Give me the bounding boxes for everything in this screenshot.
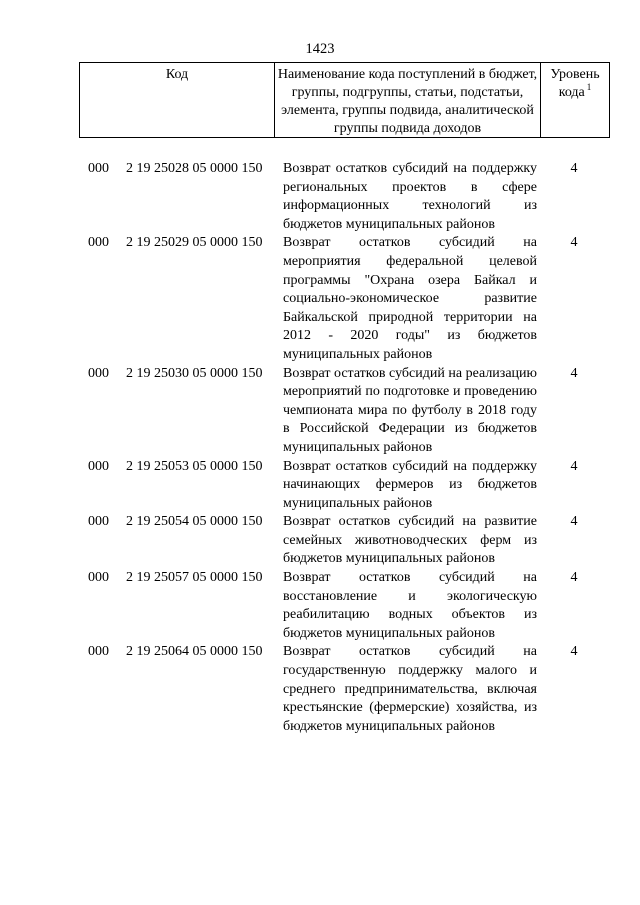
header-name: Наименование кода поступлений в бюджет, группы, подгруппы, статьи, подстатьи, элемента, группы подвида, аналитической группы подвида доходов	[275, 63, 541, 137]
row-level: 4	[570, 458, 578, 474]
row-group: 000	[88, 365, 109, 381]
row-group: 000	[88, 514, 109, 530]
row-name: Возврат остатков субсидий на поддержку региональных проектов в сфере информационных технологий из бюджетов муниципальных районов	[283, 161, 537, 232]
table-row	[0, 458, 640, 514]
row-group: 000	[88, 570, 109, 586]
row-code: 2 19 25029 05 0000 150	[126, 235, 263, 251]
row-name: Возврат остатков субсидий на восстановление и экологическую реабилитацию водных объектов из бюджетов муниципальных районов	[283, 570, 537, 641]
row-name: Возврат остатков субсидий на государственную поддержку малого и среднего предпринимательства, включая крестьянские (фермерские) хозяйства, из бюджетов муниципальных районов	[283, 644, 537, 734]
row-level: 4	[570, 570, 578, 586]
header-level-label: Уровень кода	[550, 67, 600, 100]
table-body	[0, 160, 640, 736]
row-group: 000	[88, 458, 109, 474]
row-name: Возврат остатков субсидий на мероприятия федеральной целевой программы "Охрана озера Байкал и социально-экономическое развитие Байкальской природной территории на 2012 - 2020 годы" из бюджетов муниципальных районов	[283, 235, 537, 362]
row-level: 4	[570, 365, 578, 381]
table-row	[0, 365, 640, 458]
row-group: 000	[88, 235, 109, 251]
table-row	[0, 160, 640, 234]
row-code: 2 19 25064 05 0000 150	[126, 644, 263, 660]
table-row	[0, 513, 640, 569]
row-code: 2 19 25030 05 0000 150	[126, 365, 263, 381]
row-level: 4	[570, 644, 578, 660]
page-number: 1423	[305, 41, 335, 57]
table-row	[0, 569, 640, 643]
table-row	[0, 643, 640, 736]
header-level-footnote: 1	[586, 82, 592, 93]
row-level: 4	[570, 514, 578, 530]
table-row	[0, 234, 640, 364]
row-code: 2 19 25054 05 0000 150	[126, 514, 263, 530]
row-name: Возврат остатков субсидий на реализацию мероприятий по подготовке и проведению чемпионата мира по футболу в 2018 году в Российской Федерации из бюджетов муниципальных районов	[283, 365, 537, 455]
header-code: Код	[80, 63, 275, 137]
row-level: 4	[570, 235, 578, 251]
row-code: 2 19 25057 05 0000 150	[126, 570, 263, 586]
row-level: 4	[570, 161, 578, 176]
row-group: 000	[88, 644, 109, 660]
header-level	[541, 63, 609, 137]
row-code: 2 19 25028 05 0000 150	[126, 161, 263, 176]
row-code: 2 19 25053 05 0000 150	[126, 458, 263, 474]
row-name: Возврат остатков субсидий на развитие семейных животноводческих ферм из бюджетов муниципальных районов	[283, 514, 537, 567]
row-group: 000	[88, 161, 109, 176]
table-header	[79, 62, 610, 138]
row-name: Возврат остатков субсидий на поддержку начинающих фермеров из бюджетов муниципальных районов	[283, 458, 537, 511]
